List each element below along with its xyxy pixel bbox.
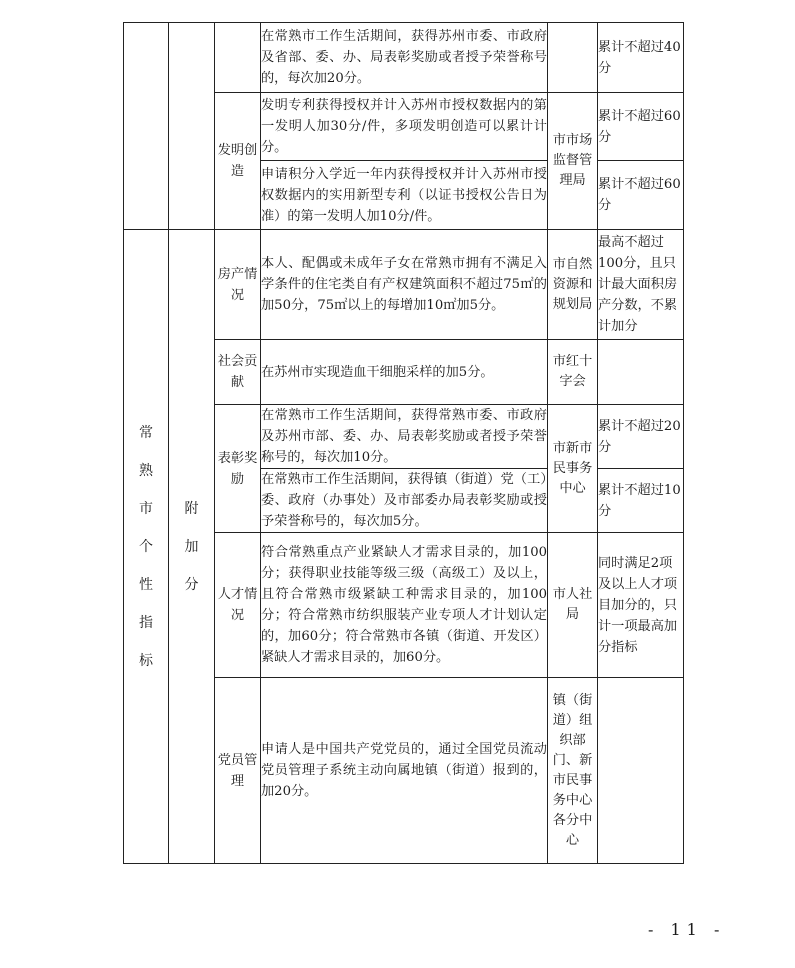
blank-top-col1 [124,23,169,230]
category-cell: 发明创造 [215,93,261,230]
description-cell: 在苏州市实现造血干细胞采样的加5分。 [261,340,548,405]
limit-note-cell: 累计不超过10分 [598,469,684,533]
page-number: - 11 - [648,920,726,939]
limit-note-cell: 同时满足2项及以上人才项目加分的，只计一项最高加分指标 [598,533,684,678]
limit-note-cell: 累计不超过40分 [598,23,684,93]
department-cell: 市人社局 [548,533,598,678]
category-cell: 表彰奖励 [215,405,261,533]
limit-note-cell [598,678,684,864]
category-cell: 党员管理 [215,678,261,864]
department-cell: 市新市民事务中心 [548,405,598,533]
description-cell: 符合常熟重点产业紧缺人才需求目录的，加100分；获得职业技能等级三级（高级工）及以上，且符合常熟市级紧缺工种需求目录的，加100分；符合常熟市纺织服装产业专项人才计划认定的，加60分；符合常熟市各镇（街道、开发区）紧缺人才需求目录的，加60分。 [261,533,548,678]
limit-note-cell [598,340,684,405]
description-cell: 在常熟市工作生活期间，获得苏州市委、市政府及省部、委、办、局表彰奖励或者授予荣誉称号的，每次加20分。 [261,23,548,93]
description-cell: 本人、配偶或未成年子女在常熟市拥有不满足入学条件的住宅类自有产权建筑面积不超过75㎡的加50分，75㎡以上的每增加10㎡加5分。 [261,230,548,340]
limit-note-cell: 累计不超过60分 [598,161,684,230]
description-cell: 申请积分入学近一年内获得授权并计入苏州市授权数据内的实用新型专利（以证书授权公告日为准）的第一发明人加10分/件。 [261,161,548,230]
department-cell: 市市场监督管理局 [548,93,598,230]
limit-note-cell: 最高不超过100分，且只计最大面积房产分数，不累计加分 [598,230,684,340]
section-label-text: 常 熟 市 个 性 指 标 [139,424,153,669]
category-cell: 房产情况 [215,230,261,340]
department-cell: 市红十字会 [548,340,598,405]
category-cell [215,23,261,93]
department-cell: 镇（街道）组织部门、新市民事务中心各分中心 [548,678,598,864]
category-cell: 人才情况 [215,533,261,678]
description-cell: 在常熟市工作生活期间，获得常熟市委、市政府及苏州市部、委、办、局表彰奖励或者授予荣誉称号的，每次加10分。 [261,405,548,469]
description-cell: 发明专利获得授权并计入苏州市授权数据内的第一发明人加30分/件，多项发明创造可以累计计分。 [261,93,548,161]
scoring-table [123,22,684,864]
limit-note-cell: 累计不超过60分 [598,93,684,161]
description-cell: 申请人是中国共产党党员的，通过全国党员流动党员管理子系统主动向属地镇（街道）报到的，加20分。 [261,678,548,864]
department-cell: 市自然资源和规划局 [548,230,598,340]
description-cell: 在常熟市工作生活期间，获得镇（街道）党（工）委、政府（办事处）及市部委办局表彰奖励或授予荣誉称号的，每次加5分。 [261,469,548,533]
limit-note-cell: 累计不超过20分 [598,405,684,469]
blank-top-col2 [169,23,215,230]
section-sublabel [169,230,215,864]
category-cell: 社会贡献 [215,340,261,405]
section-sublabel-text: 附 加 分 [184,500,199,593]
department-cell [548,23,598,93]
section-label [124,230,169,864]
